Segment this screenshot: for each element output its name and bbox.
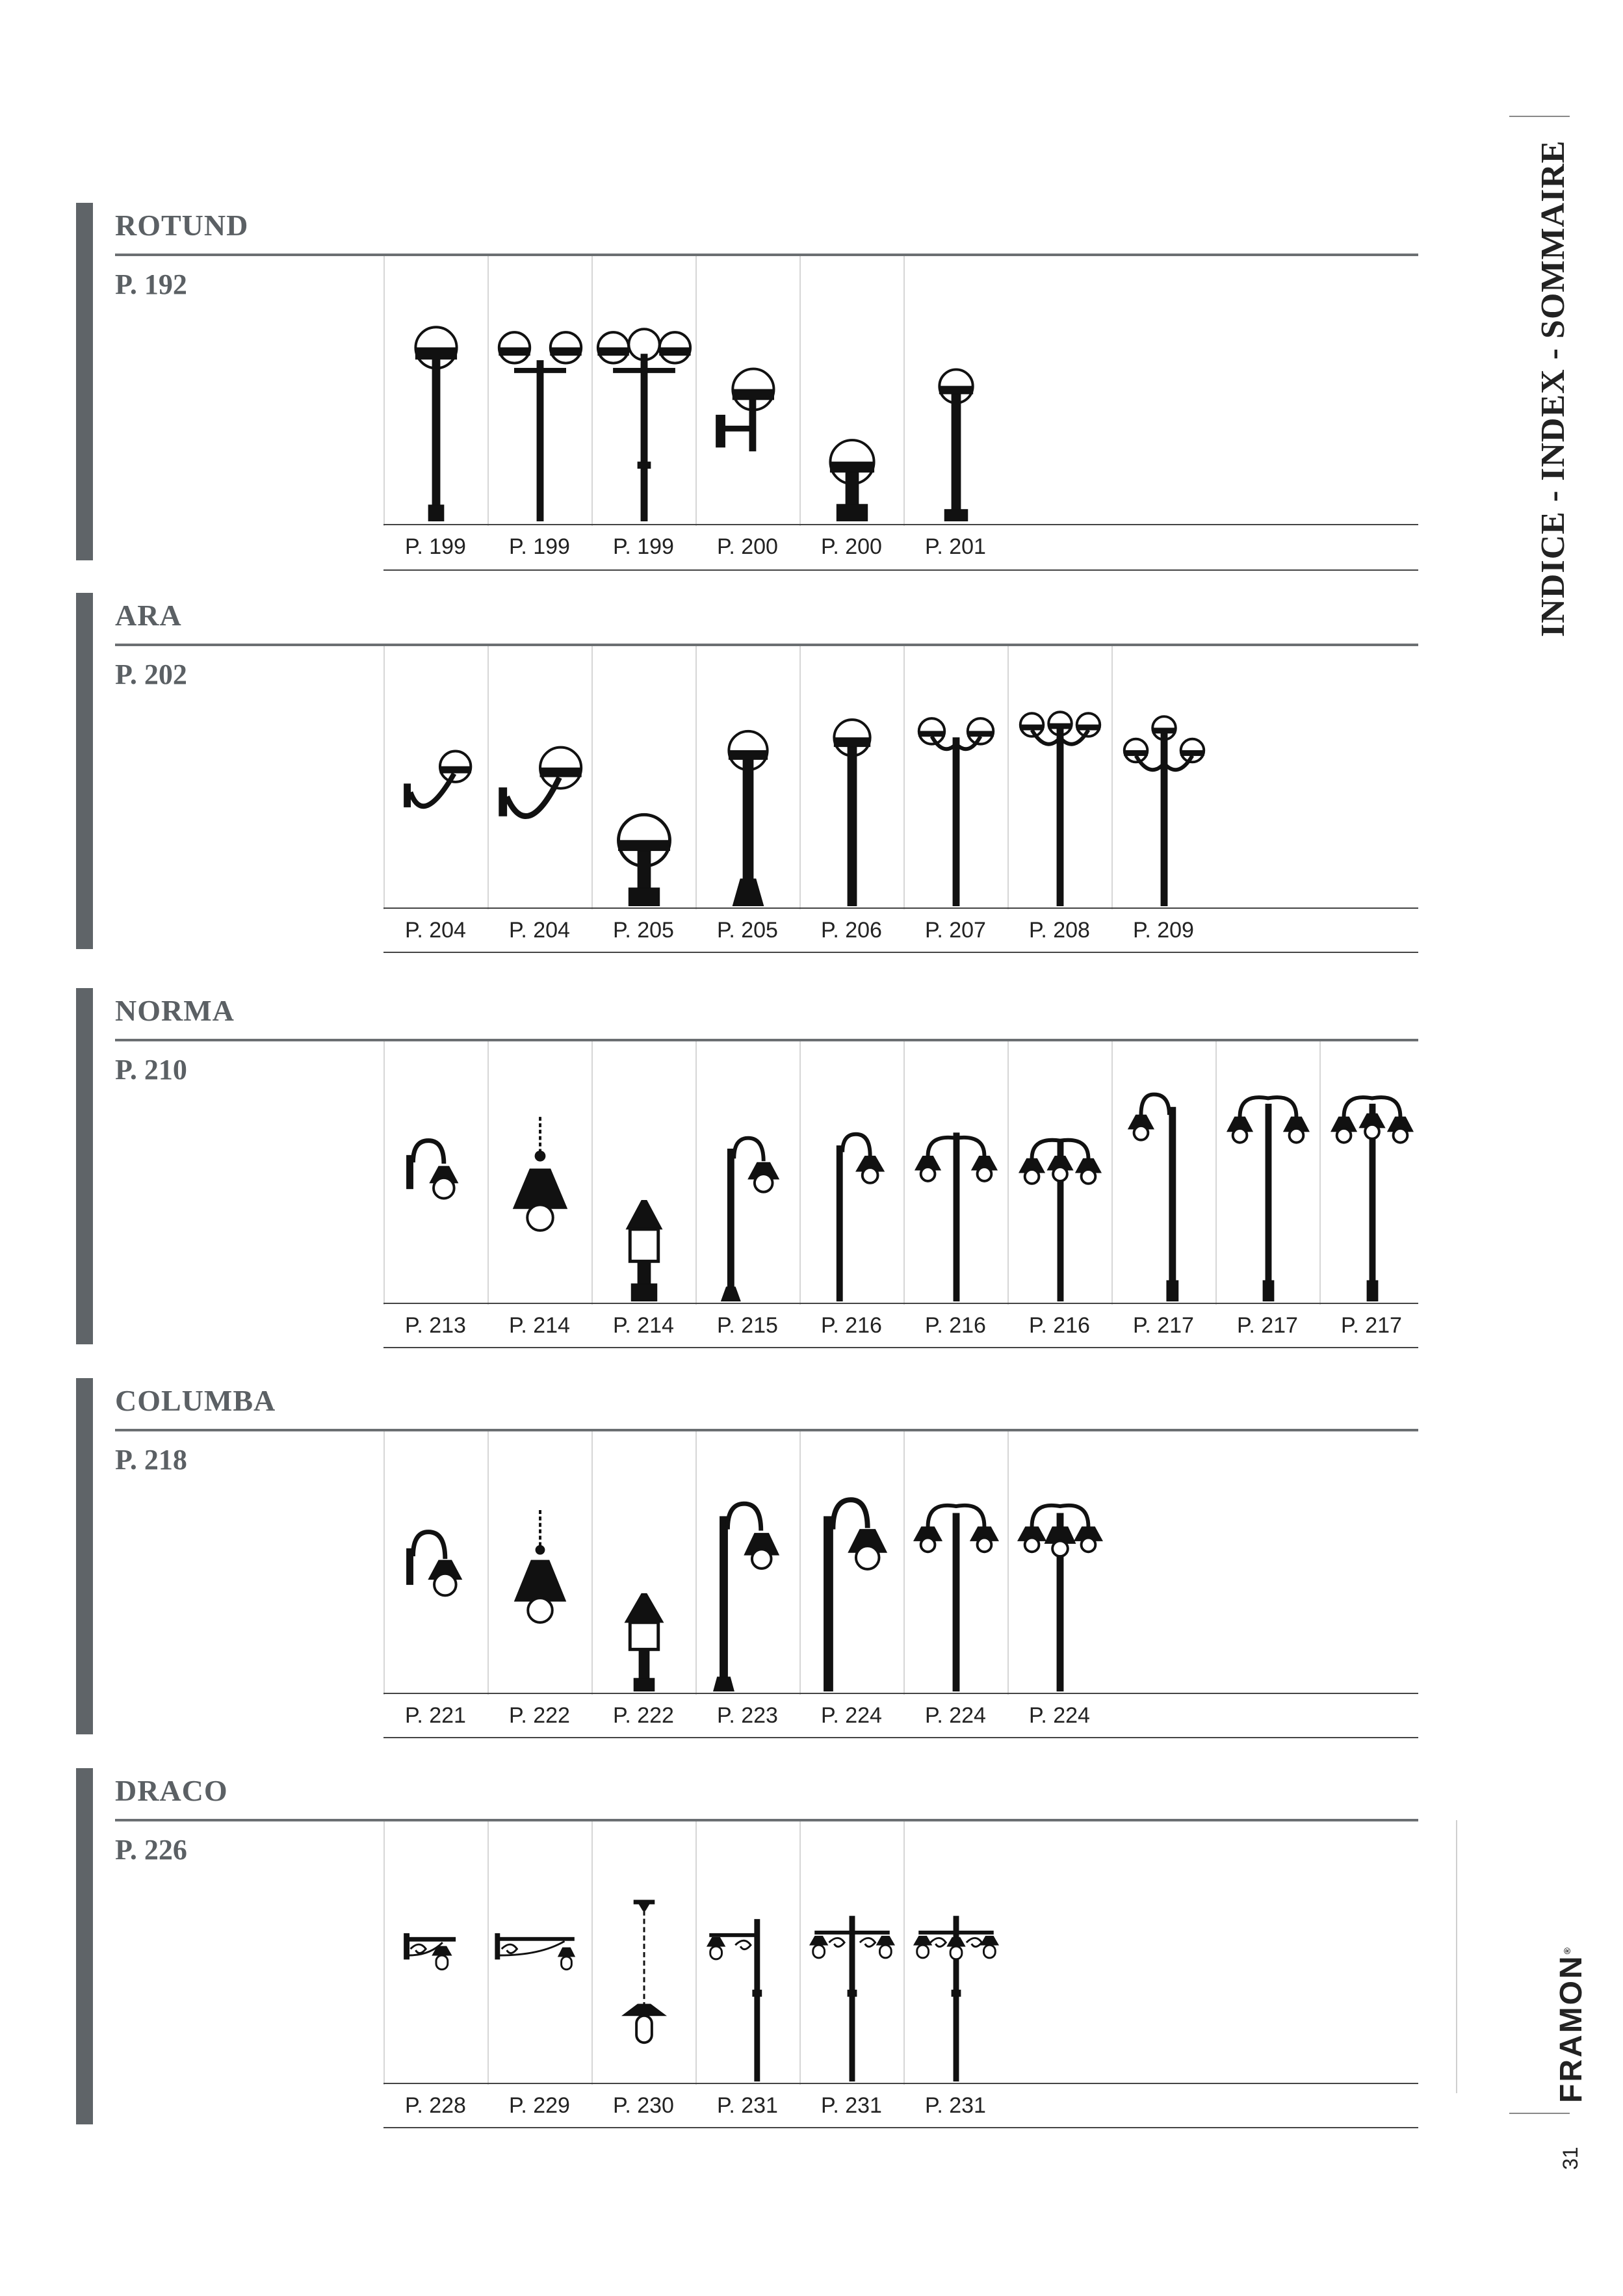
product-cell[interactable] xyxy=(903,1041,1007,1305)
page-ref[interactable]: P. 229 xyxy=(509,2093,570,2118)
product-cell[interactable] xyxy=(1007,646,1111,909)
page-ref[interactable]: P. 207 xyxy=(925,918,986,943)
section-title: DRACO xyxy=(115,1774,228,1807)
scroll-wall-lamp-icon xyxy=(385,1821,487,2085)
bell-bollard-icon xyxy=(593,1041,695,1305)
page-ref[interactable]: P. 231 xyxy=(717,2093,778,2118)
product-cell[interactable] xyxy=(903,1431,1007,1695)
page-ref[interactable]: P. 199 xyxy=(613,534,674,559)
bell-post-lamp-icon xyxy=(801,1041,903,1305)
globe-post-2-lights-icon xyxy=(905,646,1007,909)
globe-pedestal-lamp-icon xyxy=(593,646,695,909)
page-ref[interactable]: P. 208 xyxy=(1029,918,1090,943)
page-ref[interactable]: P. 224 xyxy=(925,1703,986,1728)
section-bar xyxy=(76,988,93,1344)
bell-pendant-lamp-icon xyxy=(489,1431,591,1695)
bell-wall-lamp-icon xyxy=(385,1431,487,1695)
image-row-rule xyxy=(383,524,1418,525)
page-ref[interactable]: P. 199 xyxy=(509,534,570,559)
grid-bottom-rule xyxy=(383,569,1418,571)
page-ref[interactable]: P. 217 xyxy=(1237,1313,1298,1338)
product-cell[interactable] xyxy=(799,256,903,526)
section-draco xyxy=(76,1768,1418,2124)
product-cell[interactable] xyxy=(487,1821,591,2085)
bell-pendant-lamp-icon xyxy=(489,1041,591,1305)
product-cell[interactable] xyxy=(591,1041,695,1305)
bell-post-3-lights-tall-icon xyxy=(1321,1041,1423,1305)
page-ref[interactable]: P. 199 xyxy=(405,534,466,559)
bell-post-lamp-icon xyxy=(697,1431,799,1695)
product-cell[interactable] xyxy=(695,1431,799,1695)
globe-pedestal-lamp-icon xyxy=(801,256,903,526)
product-cell[interactable] xyxy=(695,1821,799,2085)
page-ref[interactable]: P. 222 xyxy=(613,1703,674,1728)
globe-wall-lamp-icon xyxy=(697,256,799,526)
product-cell[interactable] xyxy=(487,1431,591,1695)
section-columba xyxy=(76,1378,1418,1734)
page-ref[interactable]: P. 231 xyxy=(925,2093,986,2118)
product-cell[interactable] xyxy=(1319,1041,1423,1305)
product-cell[interactable] xyxy=(903,1821,1007,2085)
scroll-wall-lamp-long-icon xyxy=(489,1821,591,2085)
product-cell[interactable] xyxy=(383,646,487,909)
page-ref[interactable]: P. 221 xyxy=(405,1703,466,1728)
bell-post-2-lights-icon xyxy=(905,1041,1007,1305)
product-cell[interactable] xyxy=(799,1821,903,2085)
globe-post-2-lights-icon xyxy=(489,256,591,526)
product-cell[interactable] xyxy=(1111,646,1215,909)
product-cell[interactable] xyxy=(487,256,591,526)
scroll-post-2-lights-icon xyxy=(801,1821,903,2085)
product-cell[interactable] xyxy=(903,646,1007,909)
page-ref[interactable]: P. 204 xyxy=(405,918,466,943)
page-ref[interactable]: P. 206 xyxy=(821,918,882,943)
page-ref[interactable]: P. 204 xyxy=(509,918,570,943)
product-cell[interactable] xyxy=(799,1431,903,1695)
section-title: COLUMBA xyxy=(115,1384,276,1417)
section-page: P. 202 xyxy=(115,659,187,690)
bell-post-lamp-icon xyxy=(697,1041,799,1305)
page-ref[interactable]: P. 222 xyxy=(509,1703,570,1728)
grid-bottom-rule xyxy=(383,1737,1418,1738)
image-row-rule xyxy=(383,2083,1418,2084)
section-norma xyxy=(76,988,1418,1344)
bell-post-lamp-tall-icon xyxy=(1113,1041,1215,1305)
page-ref[interactable]: P. 217 xyxy=(1341,1313,1402,1338)
globe-post-lamp-icon xyxy=(697,646,799,909)
page-ref[interactable]: P. 205 xyxy=(613,918,674,943)
section-rotund xyxy=(76,203,1418,560)
globe-wall-lamp-large-icon xyxy=(489,646,591,909)
page-ref[interactable]: P. 214 xyxy=(613,1313,674,1338)
bell-wall-lamp-icon xyxy=(385,1041,487,1305)
bell-post-lamp-icon xyxy=(801,1431,903,1695)
globe-post-3-lights-icon xyxy=(1009,646,1111,909)
section-title: ROTUND xyxy=(115,209,249,242)
product-cell[interactable] xyxy=(695,1041,799,1305)
bell-post-2-lights-icon xyxy=(905,1431,1007,1695)
product-cell[interactable] xyxy=(383,1041,487,1305)
product-cell[interactable] xyxy=(487,646,591,909)
globe-post-3-lights-icon xyxy=(593,256,695,526)
product-cell[interactable] xyxy=(487,1041,591,1305)
page-ref[interactable]: P. 215 xyxy=(717,1313,778,1338)
product-cell[interactable] xyxy=(1007,1041,1111,1305)
product-cell[interactable] xyxy=(1215,1041,1319,1305)
section-bar xyxy=(76,593,93,949)
page-ref[interactable]: P. 228 xyxy=(405,2093,466,2118)
globe-post-4-lights-icon xyxy=(1113,646,1215,909)
globe-post-lamp-icon xyxy=(385,256,487,526)
page-ref[interactable]: P. 230 xyxy=(613,2093,674,2118)
product-cell[interactable] xyxy=(591,646,695,909)
side-rule-top xyxy=(1509,116,1570,117)
product-cell[interactable] xyxy=(1111,1041,1215,1305)
grid-bottom-rule xyxy=(383,952,1418,953)
section-ara xyxy=(76,593,1418,949)
section-bar xyxy=(76,1378,93,1734)
globe-wall-lamp-small-icon xyxy=(385,646,487,909)
page-ref[interactable]: P. 224 xyxy=(821,1703,882,1728)
section-bar xyxy=(76,203,93,560)
page-ref[interactable]: P. 216 xyxy=(821,1313,882,1338)
bell-post-3-lights-icon xyxy=(1009,1431,1111,1695)
page-ref[interactable]: P. 200 xyxy=(717,534,778,559)
page-ref[interactable]: P. 216 xyxy=(925,1313,986,1338)
section-title: NORMA xyxy=(115,994,235,1027)
bell-post-3-lights-icon xyxy=(1009,1041,1111,1305)
side-title: INDICE - INDEX - SOMMAIRE xyxy=(1535,140,1572,637)
product-cell[interactable] xyxy=(903,256,1007,526)
product-cell[interactable] xyxy=(383,1821,487,2085)
section-title: ARA xyxy=(115,599,182,632)
page-ref[interactable]: P. 224 xyxy=(1029,1703,1090,1728)
section-bar xyxy=(76,1768,93,2124)
bell-bollard-icon xyxy=(593,1431,695,1695)
page-ref[interactable]: P. 214 xyxy=(509,1313,570,1338)
image-row-rule xyxy=(383,1303,1418,1304)
page-ref[interactable]: P. 223 xyxy=(717,1703,778,1728)
image-row-rule xyxy=(383,907,1418,909)
page-ref[interactable]: P. 213 xyxy=(405,1313,466,1338)
brand-name: FRAMON xyxy=(1554,1954,1589,2103)
product-cell[interactable] xyxy=(591,1431,695,1695)
brand-trademark: ® xyxy=(1562,1948,1572,1955)
product-cell[interactable] xyxy=(695,256,799,526)
grid-bottom-rule xyxy=(383,1347,1418,1348)
globe-post-lamp-tall-icon xyxy=(801,646,903,909)
side-divider xyxy=(1456,1820,1457,2093)
brand-logo xyxy=(1553,1948,1589,2103)
page-ref[interactable]: P. 231 xyxy=(821,2093,882,2118)
page-ref[interactable]: P. 216 xyxy=(1029,1313,1090,1338)
product-cell[interactable] xyxy=(799,646,903,909)
scroll-post-3-lights-icon xyxy=(905,1821,1007,2085)
page-ref[interactable]: P. 209 xyxy=(1133,918,1194,943)
page-ref[interactable]: P. 201 xyxy=(925,534,986,559)
page-ref[interactable]: P. 200 xyxy=(821,534,882,559)
product-cell[interactable] xyxy=(695,646,799,909)
product-cell[interactable] xyxy=(591,256,695,526)
section-page: P. 218 xyxy=(115,1444,187,1476)
page-ref[interactable]: P. 205 xyxy=(717,918,778,943)
scroll-post-lamp-icon xyxy=(697,1821,799,2085)
section-page: P. 210 xyxy=(115,1054,187,1086)
grid-bottom-rule xyxy=(383,2127,1418,2128)
product-cell[interactable] xyxy=(591,1821,695,2085)
product-cell[interactable] xyxy=(383,256,487,526)
chain-pendant-lamp-icon xyxy=(593,1821,695,2085)
section-page: P. 226 xyxy=(115,1834,187,1866)
product-cell[interactable] xyxy=(799,1041,903,1305)
bell-post-2-lights-tall-icon xyxy=(1217,1041,1319,1305)
product-cell[interactable] xyxy=(1007,1431,1111,1695)
page-ref[interactable]: P. 217 xyxy=(1133,1313,1194,1338)
globe-bollard-icon xyxy=(905,256,1007,526)
page-number: 31 xyxy=(1559,2146,1582,2170)
side-rule-bottom xyxy=(1509,2113,1570,2114)
section-page: P. 192 xyxy=(115,268,187,300)
product-cell[interactable] xyxy=(383,1431,487,1695)
image-row-rule xyxy=(383,1693,1418,1694)
